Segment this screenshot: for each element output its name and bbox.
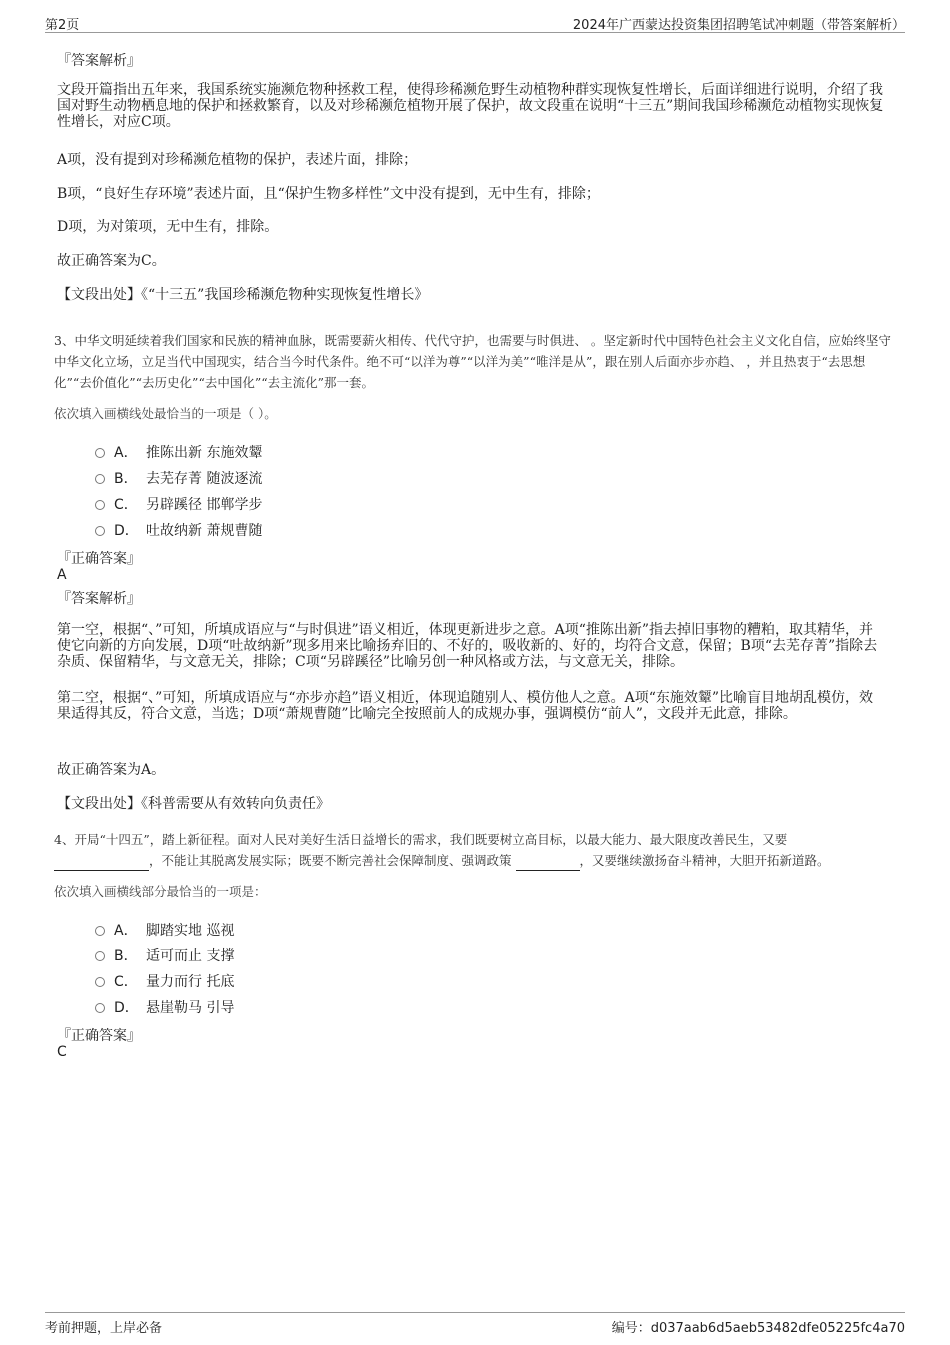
radio-icon[interactable]	[95, 926, 105, 936]
option-letter: D．	[114, 523, 139, 539]
option-letter: B．	[114, 948, 138, 964]
analysis-paragraph: 文段开篇指出五年来，我国系统实施濒危物种拯救工程，使得珍稀濒危野生动植物种群实现恢复性增长，后面详细进行说明，介绍了我国对野生动物栖息地的保护和拯救繁育，以及对珍稀濒危植物开展了保护，故文段重在说明“十三五”期间我国珍稀濒危动植物实现恢复性增长，对应C项。	[57, 82, 884, 130]
analysis-option-b: B项，“良好生存环境”表述片面，且“保护生物多样性”文中没有提到，无中生有，排除；	[57, 186, 600, 202]
question-text-part: ，不能让其脱离发展实际；既要不断完善社会保障制度、强调政策	[149, 853, 512, 868]
option-letter: A．	[114, 445, 138, 461]
option-letter: A．	[114, 923, 138, 939]
option-text: 量力而行 托底	[146, 974, 235, 990]
radio-icon[interactable]	[95, 448, 105, 458]
analysis-label: 『答案解析』	[57, 53, 141, 69]
radio-icon[interactable]	[95, 951, 105, 961]
radio-icon[interactable]	[95, 1003, 105, 1013]
option-letter: C．	[114, 974, 138, 990]
fill-blank-2	[516, 858, 580, 871]
option-text: 悬崖勒马 引导	[146, 1000, 235, 1016]
correct-answer: C	[57, 1044, 67, 1060]
footer-slogan: 考前押题，上岸必备	[45, 1321, 163, 1336]
question-4-text	[54, 829, 900, 871]
question-4-option-d[interactable]	[95, 997, 234, 1017]
radio-icon[interactable]	[95, 977, 105, 987]
document-title: 2024年广西蒙达投资集团招聘笔试冲刺题（带答案解析）	[572, 18, 905, 33]
analysis-conclusion: 故正确答案为C。	[57, 253, 166, 269]
option-text: 适可而止 支撑	[146, 948, 235, 964]
page-number: 第2页	[45, 18, 80, 33]
text-source: 【文段出处】《“十三五”我国珍稀濒危物种实现恢复性增长》	[57, 287, 429, 303]
question-3-text: 3、中华文明延续着我们国家和民族的精神血脉，既需要薪火相传、代代守护，也需要与时俱进、 。坚定新时代中国特色社会主义文化自信，应始终坚守中华文化立场，立足当代中国现实，结合当今时代条件。绝不可“以洋为尊”“以洋为美”“唯洋是从”，跟在别人后面亦步亦趋、 ，并且热衷于“去思想化”“去价值化”“去历史化”“去中国化”“去主流化”那一套。	[54, 333, 891, 390]
option-text: 推陈出新 东施效颦	[146, 445, 263, 461]
question-4-option-c[interactable]	[95, 971, 234, 991]
page-header	[45, 10, 905, 33]
question-4-prompt: 依次填入画横线部分最恰当的一项是：	[54, 884, 267, 899]
document-id: 编号：d037aab6d5aeb53482dfe05225fc4a70	[611, 1321, 905, 1336]
question-4-option-a[interactable]	[95, 920, 234, 940]
analysis-option-d: D项，为对策项，无中生有，排除。	[57, 219, 279, 235]
analysis-label: 『答案解析』	[57, 591, 141, 607]
option-text: 脚踏实地 巡视	[146, 923, 235, 939]
correct-answer-label: 『正确答案』	[57, 1028, 141, 1044]
option-letter: B．	[114, 471, 138, 487]
option-text: 去芜存菁 随波逐流	[146, 471, 263, 487]
radio-icon[interactable]	[95, 500, 105, 510]
option-text: 吐故纳新 萧规曹随	[146, 523, 263, 539]
question-text-part: 4、开局“十四五”，踏上新征程。面对人民对美好生活日益增长的需求，我们既要树立高目标，以最大能力、最大限度改善民生，又要	[54, 832, 788, 847]
page-footer	[45, 1312, 905, 1337]
analysis-option-a: A项，没有提到对珍稀濒危植物的保护，表述片面，排除；	[57, 152, 418, 168]
question-3-option-d[interactable]	[95, 520, 262, 540]
option-letter: C．	[114, 497, 138, 513]
option-letter: D．	[114, 1000, 139, 1016]
analysis-paragraph-2: 第二空，根据“、”可知，所填成语应与“亦步亦趋”语义相近，体现追随别人、模仿他人之意。A项“东施效颦”比喻盲目地胡乱模仿，效果适得其反，符合文意，当选；D项“萧规曹随”比喻完全按照前人的成规办事，强调模仿“前人”，文段并无此意，排除。	[57, 690, 874, 722]
fill-blank-1	[54, 858, 149, 871]
radio-icon[interactable]	[95, 474, 105, 484]
question-text-part: ，又要继续激扬奋斗精神，大胆开拓新道路。	[579, 853, 830, 868]
question-3-option-b[interactable]	[95, 468, 262, 488]
option-text: 另辟蹊径 邯郸学步	[146, 497, 263, 513]
correct-answer: A	[57, 567, 67, 583]
analysis-conclusion: 故正确答案为A。	[57, 762, 166, 778]
radio-icon[interactable]	[95, 526, 105, 536]
question-4-option-b[interactable]	[95, 945, 234, 965]
analysis-paragraph-1: 第一空，根据“、”可知，所填成语应与“与时俱进”语义相近，体现更新进步之意。A项“推陈出新”指去掉旧事物的糟粕，取其精华，并使它向新的方向发展，D项“吐故纳新”现多用来比喻扬弃旧的、不好的，吸收新的、好的，均符合文意，保留；B项“去芜存菁”指除去杂质、保留精华，与文意无关，排除；C项“另辟蹊径”比喻另创一种风格或方法，与文意无关，排除。	[57, 622, 878, 670]
text-source: 【文段出处】《科普需要从有效转向负责任》	[57, 796, 330, 812]
question-3-prompt: 依次填入画横线处最恰当的一项是（ ）。	[54, 406, 277, 421]
correct-answer-label: 『正确答案』	[57, 551, 141, 567]
question-3-option-a[interactable]	[95, 442, 262, 462]
question-3-option-c[interactable]	[95, 494, 262, 514]
